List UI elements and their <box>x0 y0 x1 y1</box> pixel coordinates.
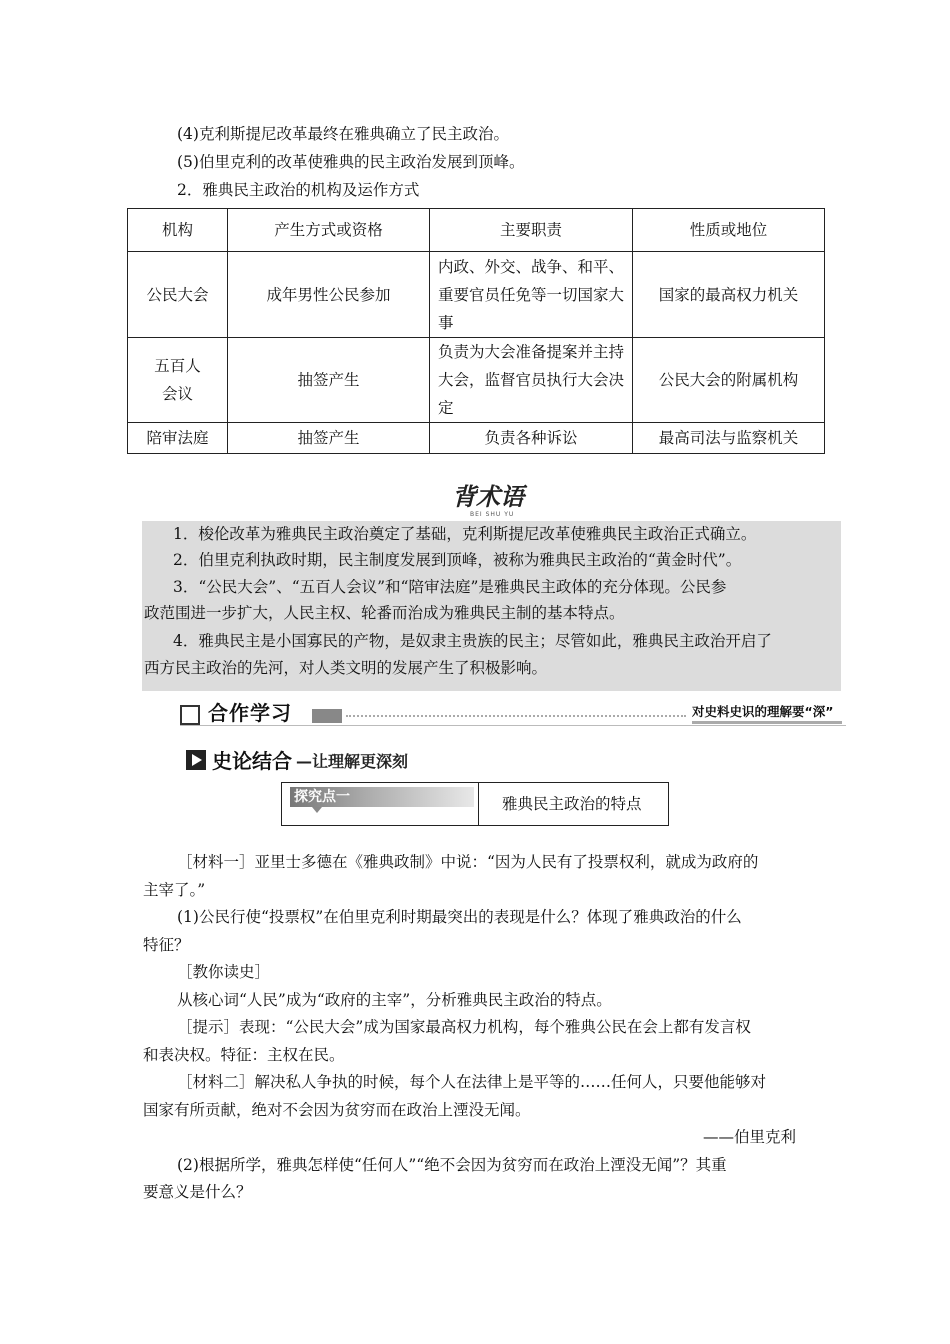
beishuyu-pinyin: BEI SHU YU <box>470 511 515 518</box>
beishuyu-banner <box>450 481 540 519</box>
decorative-bar <box>312 709 342 723</box>
body-line: 要意义是什么？ <box>143 1183 252 1201</box>
body-line: (1)公民行使“投票权”在伯里克利时期最突出的表现是什么？体现了雅典政治的什么 <box>177 908 742 926</box>
table-cell-status: 公民大会的附属机构 <box>633 338 825 423</box>
dotted-divider <box>346 715 686 717</box>
inquiry-topic: 雅典民主政治的特点 <box>502 795 642 813</box>
body-line: 从核心词“人民”成为“政府的主宰”，分析雅典民主政治的特点。 <box>177 991 612 1009</box>
section-heading-institutions: 2．雅典民主政治的机构及运作方式 <box>177 181 420 199</box>
play-triangle-icon <box>186 750 206 770</box>
table-cell-duty: 内政、外交、战争、和平、重要官员任免等一切国家大事 <box>430 252 633 338</box>
table-cell-name: 陪审法庭 <box>128 423 228 454</box>
inquiry-tag-label: 探究点一 <box>294 789 350 805</box>
term-line: 1．梭伦改革为雅典民主政治奠定了基础，克利斯提尼改革使雅典民主政治正式确立。 <box>173 525 757 543</box>
body-line: 和表决权。特征：主权在民。 <box>143 1046 345 1064</box>
table-header-cell: 机构 <box>128 209 228 252</box>
subsection-title: 史论结合 <box>212 749 292 773</box>
section-title: 合作学习 <box>208 701 292 725</box>
body-line: ［提示］表现：“公民大会”成为国家最高权力机构，每个雅典公民在会上都有发言权 <box>177 1018 751 1036</box>
body-line: ［材料二］解决私人争执的时候，每个人在法律上是平等的……任何人，只要他能够对 <box>177 1073 767 1091</box>
table-cell-name: 五百人会议 <box>128 338 228 423</box>
term-line: 西方民主政治的先河，对人类文明的发展产生了积极影响。 <box>144 659 548 677</box>
section-subtitle: 对史料史识的理解要“深” <box>692 703 842 724</box>
term-line: 政范围进一步扩大，人民主权、轮番而治成为雅典民主制的基本特点。 <box>144 604 625 622</box>
key-terms-box <box>142 521 841 691</box>
table-cell-method: 抽签产生 <box>228 338 430 423</box>
table-header-cell: 产生方式或资格 <box>228 209 430 252</box>
text-line-reform-5: (5)伯里克利的改革使雅典的民主政治发展到顶峰。 <box>177 153 525 171</box>
subsection-subtitle: —让理解更深刻 <box>296 752 409 771</box>
table-cell-status: 国家的最高权力机关 <box>633 252 825 338</box>
tag-pointer-icon <box>312 807 322 813</box>
body-line: (2)根据所学，雅典怎样使“任何人”“绝不会因为贫穷而在政治上湮没无闻”？其重 <box>177 1156 727 1174</box>
table-cell-method: 抽签产生 <box>228 423 430 454</box>
body-line: ［教你读史］ <box>177 963 271 981</box>
inquiry-tag <box>290 787 474 807</box>
section-header-cooperative-learning <box>180 699 846 727</box>
quote-attribution: ——伯里克利 <box>703 1128 797 1146</box>
table-cell-name: 公民大会 <box>128 252 228 338</box>
box-divider <box>478 783 479 825</box>
square-icon <box>180 705 200 725</box>
inquiry-point-box <box>281 782 669 826</box>
body-line: 特征？ <box>143 936 190 954</box>
table-header-cell: 主要职责 <box>430 209 633 252</box>
table-cell-duty: 负责各种诉讼 <box>430 423 633 454</box>
body-line: ［材料一］亚里士多德在《雅典政制》中说：“因为人民有了投票权利，就成为政府的 <box>177 853 759 871</box>
header-underline <box>180 725 846 726</box>
table-row <box>128 252 825 338</box>
table-row <box>128 338 825 423</box>
table-header-cell: 性质或地位 <box>633 209 825 252</box>
term-line: 3．“公民大会”、“五百人会议”和“陪审法庭”是雅典民主政体的充分体现。公民参 <box>173 578 727 596</box>
table-row <box>128 423 825 454</box>
term-line: 4．雅典民主是小国寡民的产物，是奴隶主贵族的民主；尽管如此，雅典民主政治开启了 <box>173 632 772 650</box>
body-line: 主宰了。” <box>143 881 206 899</box>
table-cell-method: 成年男性公民参加 <box>228 252 430 338</box>
table-cell-duty: 负责为大会准备提案并主持大会，监督官员执行大会决定 <box>430 338 633 423</box>
term-line: 2．伯里克利执政时期，民主制度发展到顶峰，被称为雅典民主政治的“黄金时代”。 <box>173 551 742 569</box>
body-line: 国家有所贡献，绝对不会因为贫穷而在政治上湮没无闻。 <box>143 1101 531 1119</box>
table-header-row <box>128 209 825 252</box>
beishuyu-title: 背术语 <box>452 482 524 511</box>
institutions-table <box>127 208 825 454</box>
text-line-reform-4: (4)克利斯提尼改革最终在雅典确立了民主政治。 <box>177 125 509 143</box>
table-cell-status: 最高司法与监察机关 <box>633 423 825 454</box>
